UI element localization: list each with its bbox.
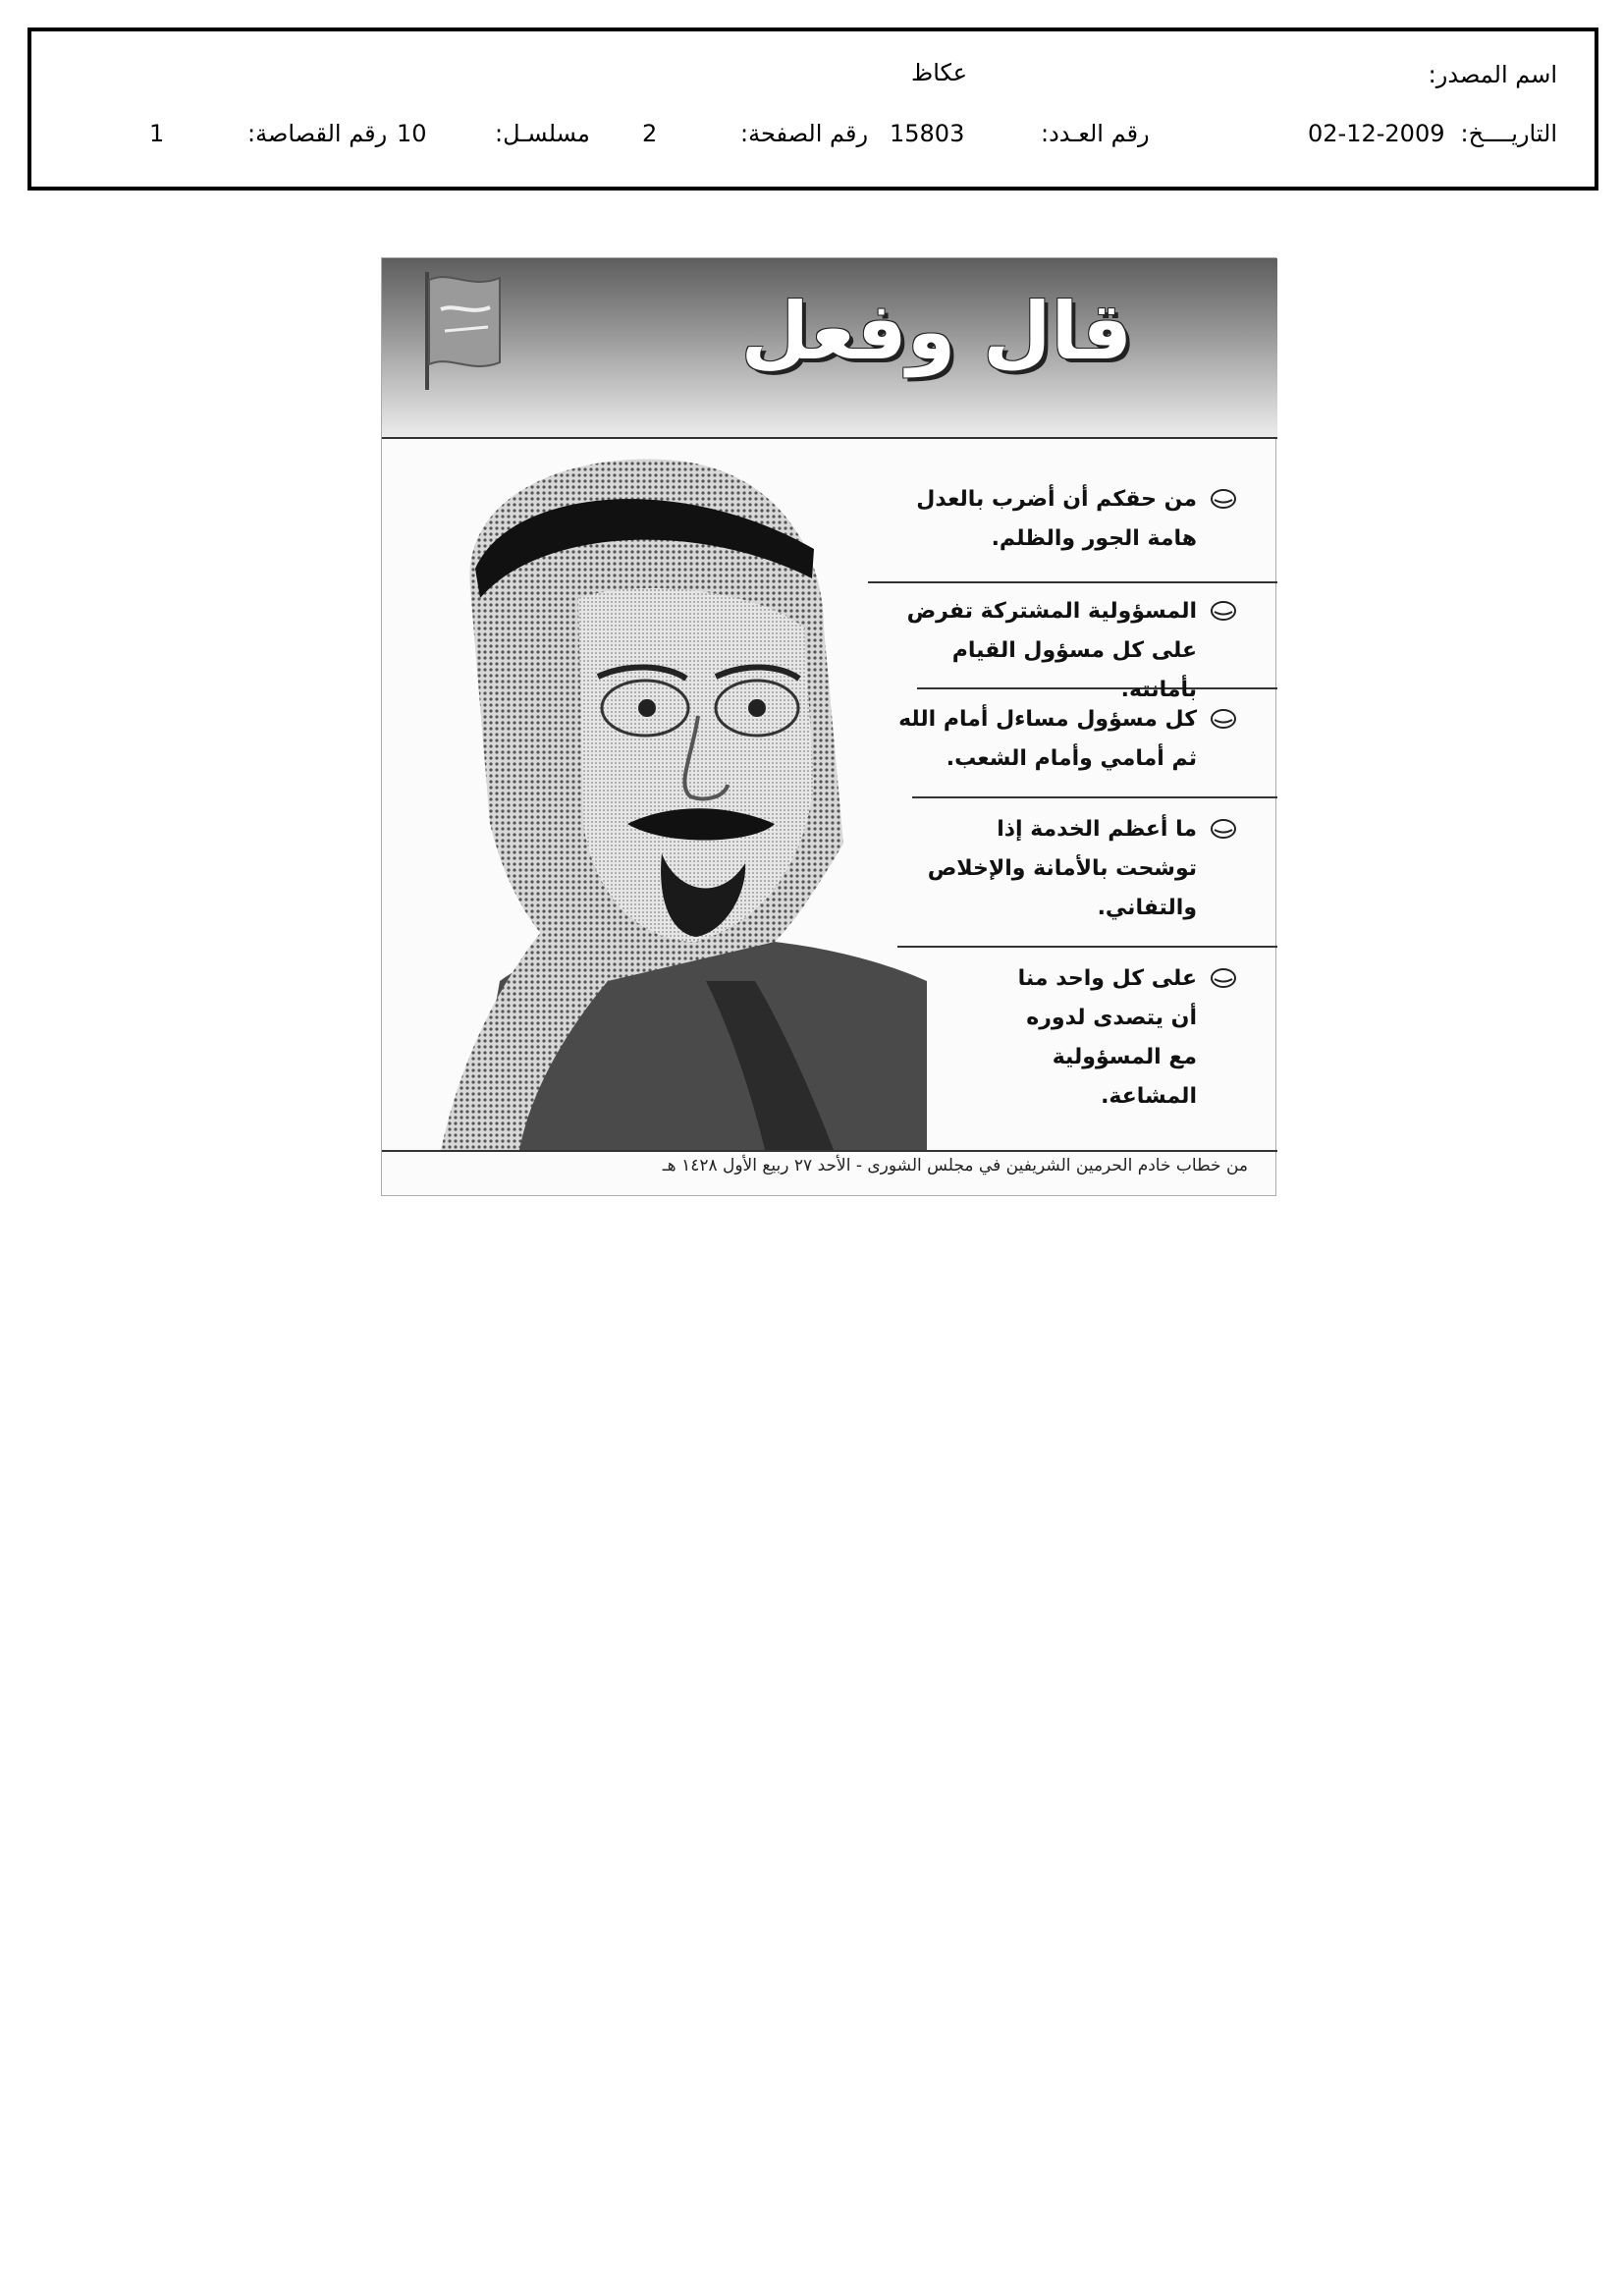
divider-line (382, 437, 1277, 439)
page-label: رقم الصفحة: (740, 120, 869, 147)
divider-line (868, 581, 1277, 583)
divider-line (897, 946, 1277, 948)
clipping-banner (382, 258, 1277, 437)
newspaper-clipping (381, 257, 1276, 1196)
coin-bullet-icon (1211, 708, 1236, 730)
source-label: اسم المصدر: (1428, 61, 1557, 88)
divider-line (912, 796, 1277, 798)
speech-caption: من خطاب خادم الحرمين الشريفين في مجلس الشورى - الأحد ٢٧ ربيع الأول ١٤٢٨ هـ (662, 1156, 1248, 1175)
quote-4: ما أعظم الخدمة إذا توشحت بالأمانة والإخلاص والتفاني. (912, 810, 1197, 928)
quote-2: المسؤولية المشتركة تفرض على كل مسؤول القيام بأمانته. (873, 592, 1197, 710)
clipping-title: قال وفعل (740, 286, 1132, 377)
date-label: التاريــــخ: (1460, 120, 1557, 147)
serial-value: 10 (397, 120, 427, 147)
serial-label: مسلسـل: (495, 120, 590, 147)
source-value: عكاظ (911, 59, 968, 86)
coin-bullet-icon (1211, 967, 1236, 989)
coin-bullet-icon (1211, 818, 1236, 840)
issue-value: 15803 (890, 120, 965, 147)
quote-1: من حقكم أن أضرب بالعدل هامة الجور والظلم. (863, 480, 1197, 559)
quote-3: كل مسؤول مساءل أمام الله ثم أمامي وأمام الشعب. (883, 700, 1197, 779)
page-value: 2 (642, 120, 658, 147)
flag-icon (411, 266, 506, 394)
coin-bullet-icon (1211, 600, 1236, 622)
coin-bullet-icon (1211, 488, 1236, 510)
source-info-box (27, 27, 1598, 191)
clipping-label: رقم القصاصة: (247, 120, 388, 147)
date-value: 02-12-2009 (1308, 120, 1445, 147)
clipping-value: 1 (149, 120, 165, 147)
portrait-photo (382, 431, 927, 1150)
divider-line (382, 1150, 1277, 1152)
issue-label: رقم العـدد: (1041, 120, 1150, 147)
quote-5: على كل واحد منا أن يتصدى لدوره مع المسؤولية المشاعة. (1001, 959, 1197, 1117)
